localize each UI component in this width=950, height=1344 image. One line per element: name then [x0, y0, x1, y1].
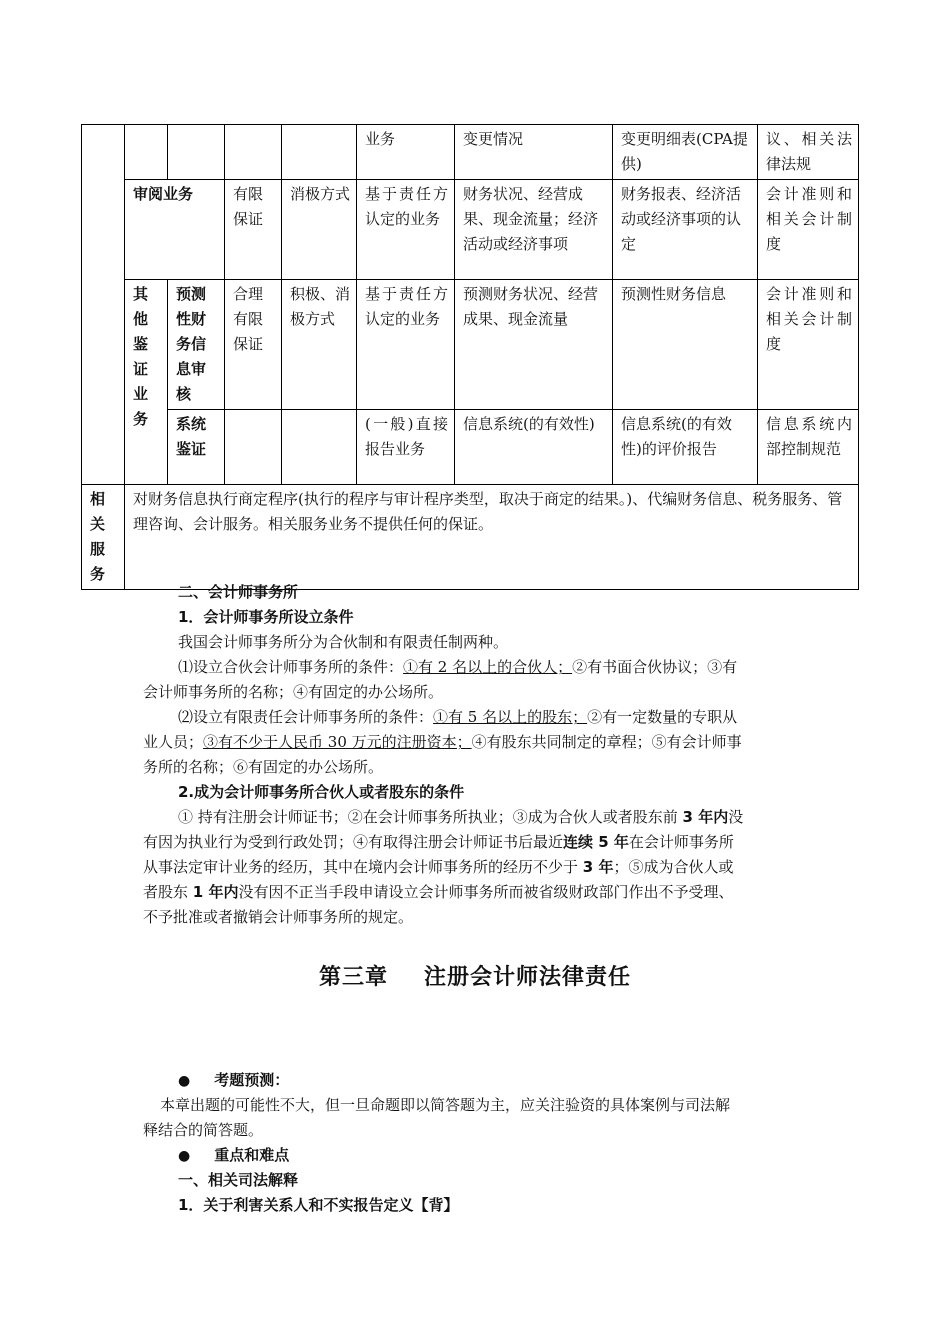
table-cell: (一般)直接报告业务 [357, 410, 455, 485]
table-cell [225, 410, 282, 485]
underlined-text: ①有 2 名以上的合伙人； [403, 658, 573, 676]
row-label-system: 系统鉴证 [168, 410, 225, 485]
table-cell: 积极、消极方式 [282, 280, 357, 410]
subsection-title: 1．关于利害关系人和不实报告定义【背】 [178, 1196, 459, 1214]
paragraph: 有因为执业行为受到行政处罚；④有取得注册会计师证书后最近连续 5 年在会计师事务所 [143, 833, 734, 851]
table-cell: 信息系统(的有效性) [455, 410, 613, 485]
bullet-icon: ● [178, 1073, 191, 1089]
table-cell: 合理有限保证 [225, 280, 282, 410]
table-row [82, 410, 859, 485]
table-cell [125, 125, 168, 180]
paragraph: 者股东 1 年内没有因不正当手段申请设立会计师事务所而被省级财政部门作出不予受理、 [143, 883, 734, 901]
subsection-title: 2.成为会计师事务所合伙人或者股东的条件 [178, 783, 465, 801]
table-cell: 有限保证 [225, 180, 282, 280]
paragraph: 本章出题的可能性不大，但一旦命题即以简答题为主，应关注验资的具体案例与司法解 [160, 1096, 731, 1114]
engagement-table [81, 124, 859, 590]
paragraph: 会计师事务所的名称；④有固定的办公场所。 [143, 683, 444, 701]
row-label-related: 相关服务 [82, 485, 125, 590]
underlined-text: ③有不少于人民币 30 万元的注册资本； [203, 733, 472, 751]
paragraph: 业人员；③有不少于人民币 30 万元的注册资本；④有股东共同制定的章程；⑤有会计师事 [143, 733, 742, 751]
related-services-content: 对财务信息执行商定程序(执行的程序与审计程序类型，取决于商定的结果。)、代编财务信息、税务服务、管理咨询、会计服务。相关服务业务不提供任何的保证。 [125, 485, 859, 590]
table-cell [282, 410, 357, 485]
paragraph: ① 持有注册会计师证书；②在会计师事务所执业；③成为合伙人或者股东前 3 年内没 [178, 808, 744, 826]
table-cell [225, 125, 282, 180]
table-cell: 业务 [357, 125, 455, 180]
bullet-heading: ● 重点和难点 [178, 1146, 290, 1164]
table-cell [282, 125, 357, 180]
paragraph: ⑴设立合伙会计师事务所的条件：①有 2 名以上的合伙人；②有书面合伙协议；③有 [178, 658, 738, 676]
table-row [82, 125, 859, 180]
table-cell: 预测性财务信息 [613, 280, 758, 410]
section-title: 二、会计师事务所 [178, 583, 299, 601]
table-cell: 消极方式 [282, 180, 357, 280]
table-cell [82, 125, 125, 485]
table-row [82, 280, 859, 410]
table-cell: 会计准则和相关会计制度 [758, 280, 859, 410]
table-row [82, 180, 859, 280]
table-cell: 变更情况 [455, 125, 613, 180]
chapter-title: 第三章 注册会计师法律责任 [318, 965, 632, 990]
table-cell: 财务状况、经营成果、现金流量；经济活动或经济事项 [455, 180, 613, 280]
paragraph: 释结合的简答题。 [143, 1121, 264, 1139]
table-cell: 变更明细表(CPA提供) [613, 125, 758, 180]
table-row [82, 485, 859, 590]
section-title: 一、相关司法解释 [178, 1171, 299, 1189]
underlined-text: ①有 5 名以上的股东； [433, 708, 588, 726]
table-cell: 信息系统(的有效性)的评价报告 [613, 410, 758, 485]
row-label-other: 其他鉴证业务 [125, 280, 168, 485]
row-label-forecast: 预测性财务信息审核 [168, 280, 225, 410]
table-cell: 基于责任方认定的业务 [357, 280, 455, 410]
row-label-review: 审阅业务 [125, 180, 225, 280]
table-cell: 会计准则和相关会计制度 [758, 180, 859, 280]
table-cell: 预测财务状况、经营成果、现金流量 [455, 280, 613, 410]
paragraph: ⑵设立有限责任会计师事务所的条件：①有 5 名以上的股东；②有一定数量的专职从 [178, 708, 738, 726]
bullet-icon: ● [178, 1148, 191, 1164]
paragraph: 不予批准或者撤销会计师事务所的规定。 [143, 908, 414, 926]
table-cell: 基于责任方认定的业务 [357, 180, 455, 280]
bullet-heading: ● 考题预测： [178, 1071, 290, 1089]
subsection-title: 1．会计师事务所设立条件 [178, 608, 354, 626]
table-cell [168, 125, 225, 180]
table-cell: 议、相关法律法规 [758, 125, 859, 180]
paragraph: 从事法定审计业务的经历，其中在境内会计师事务所的经历不少于 3 年；⑤成为合伙人或 [143, 858, 734, 876]
table-cell: 财务报表、经济活动或经济事项的认定 [613, 180, 758, 280]
paragraph: 我国会计师事务所分为合伙制和有限责任制两种。 [178, 633, 509, 651]
paragraph: 务所的名称；⑥有固定的办公场所。 [143, 758, 384, 776]
table-cell: 信息系统内部控制规范 [758, 410, 859, 485]
